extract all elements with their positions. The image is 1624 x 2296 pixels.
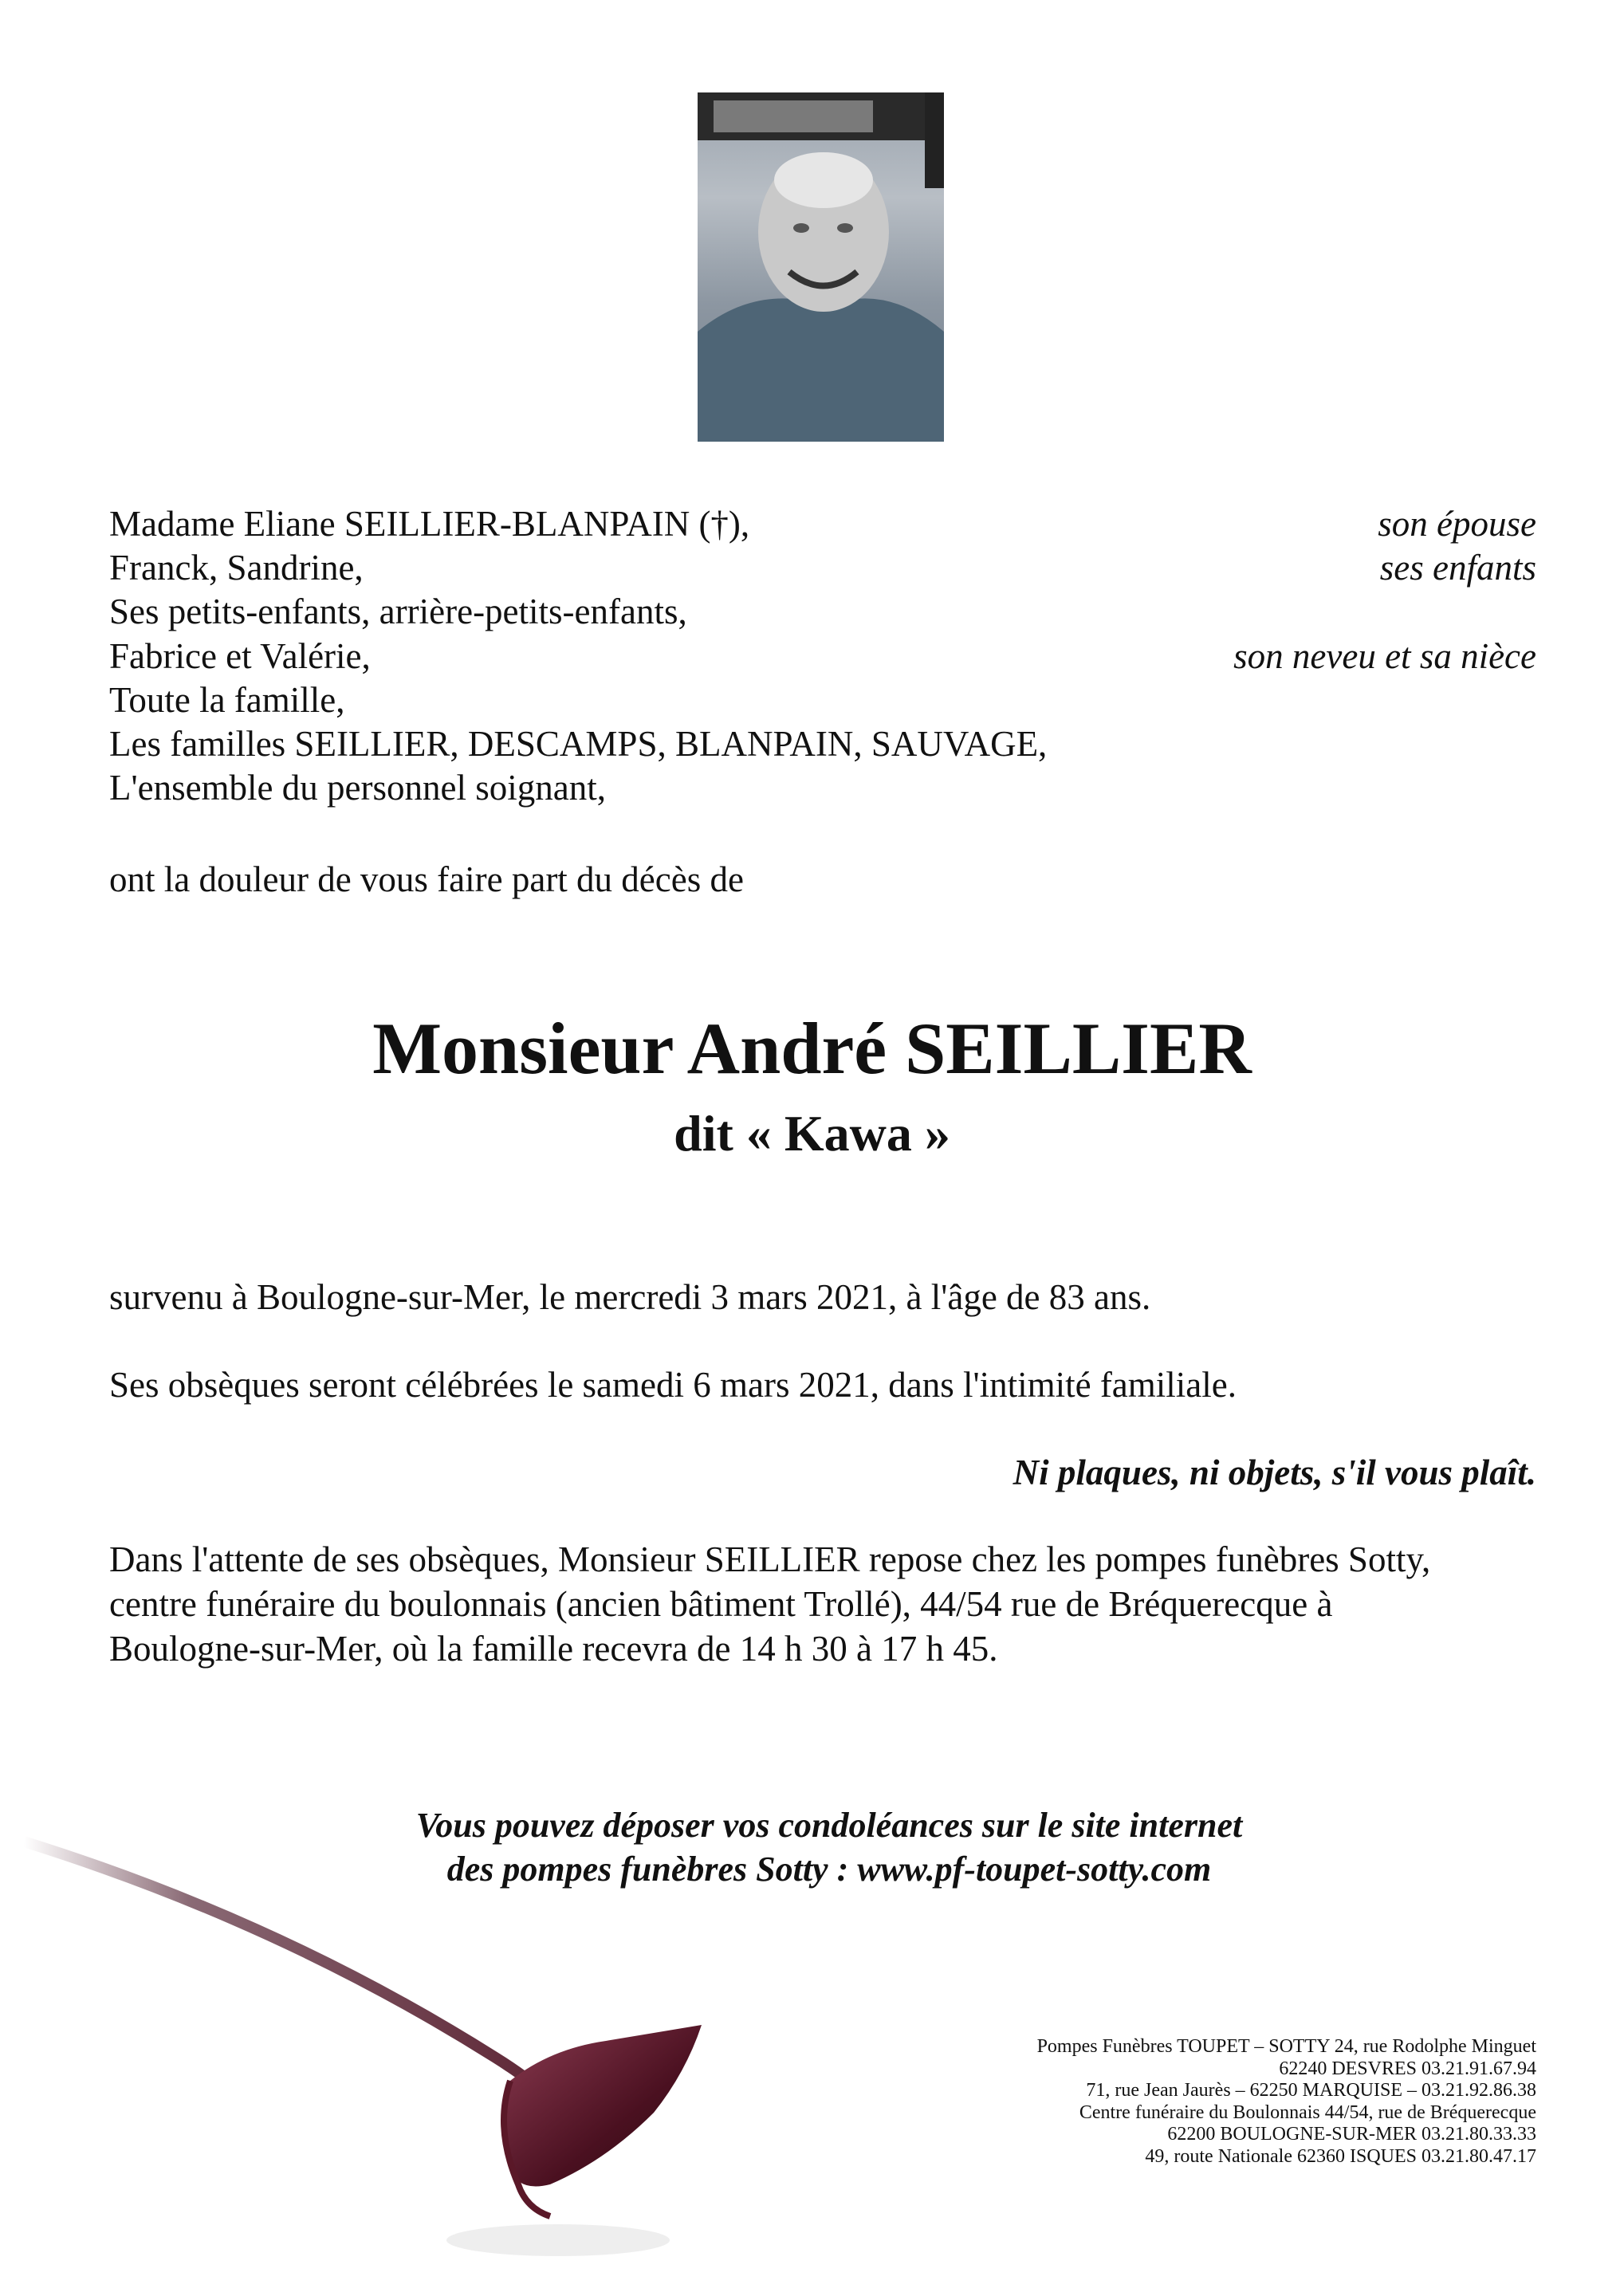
address-line: 49, route Nationale 62360 ISQUES 03.21.80.47.17 [1145, 2145, 1536, 2167]
family-name: Toute la famille, [109, 680, 345, 720]
family-name: Franck, Sandrine, [109, 548, 364, 588]
family-relation: son neveu et sa nièce [1233, 636, 1536, 676]
family-relation: ses enfants [1379, 548, 1536, 588]
address-line: 62240 DESVRES 03.21.91.67.94 [1279, 2058, 1536, 2079]
rest-paragraph [109, 1537, 1544, 1671]
rest-line: Dans l'attente de ses obsèques, Monsieur SEILLIER repose chez les pompes funèbres Sotty, [109, 1539, 1431, 1579]
rest-line: Boulogne-sur-Mer, où la famille recevra de 14 h 30 à 17 h 45. [109, 1629, 998, 1669]
rest-line: centre funéraire du boulonnais (ancien bâtiment Trollé), 44/54 rue de Bréquerecque à [109, 1584, 1333, 1624]
death-text: survenu à Boulogne-sur-Mer, le mercredi 3 mars 2021, à l'âge de 83 ans. [109, 1277, 1151, 1317]
deceased-name: Monsieur André SEILLIER [372, 1008, 1252, 1089]
address-line: Pompes Funèbres TOUPET – SOTTY 24, rue Rodolphe Minguet [1036, 2036, 1536, 2057]
family-name: Les familles SEILLIER, DESCAMPS, BLANPAIN, SAUVAGE, [109, 724, 1048, 764]
funeral-home-address [1037, 2036, 1536, 2168]
family-name: Ses petits-enfants, arrière-petits-enfants, [109, 592, 687, 631]
portrait-photo [698, 92, 944, 442]
condolences-line: Vous pouvez déposer vos condoléances sur le site internet [415, 1806, 1243, 1845]
family-name: L'ensemble du personnel soignant, [109, 768, 606, 808]
address-line: Centre funéraire du Boulonnais 44/54, rue de Bréquerecque [1079, 2101, 1536, 2123]
family-name: Madame Eliane SEILLIER-BLANPAIN (†), [109, 504, 750, 544]
address-line: 62200 BOULOGNE-SUR-MER 03.21.80.33.33 [1167, 2124, 1536, 2145]
family-name: Fabrice et Valérie, [109, 636, 371, 676]
condolences-line: des pompes funèbres Sotty : www.pf-toupet-sotty.com [446, 1850, 1212, 1889]
family-relation: son épouse [1378, 504, 1536, 544]
condolences-text [0, 1803, 1624, 1891]
intro-text: ont la douleur de vous faire part du décès de [109, 859, 744, 899]
deceased-nickname: dit « Kawa » [674, 1105, 950, 1162]
funeral-text: Ses obsèques seront célébrées le samedi 6 mars 2021, dans l'intimité familiale. [109, 1365, 1237, 1405]
address-line: 71, rue Jean Jaurès – 62250 MARQUISE – 03.21.92.86.38 [1086, 2080, 1536, 2101]
no-flowers-text: Ni plaques, ni objets, s'il vous plaît. [1013, 1453, 1536, 1492]
